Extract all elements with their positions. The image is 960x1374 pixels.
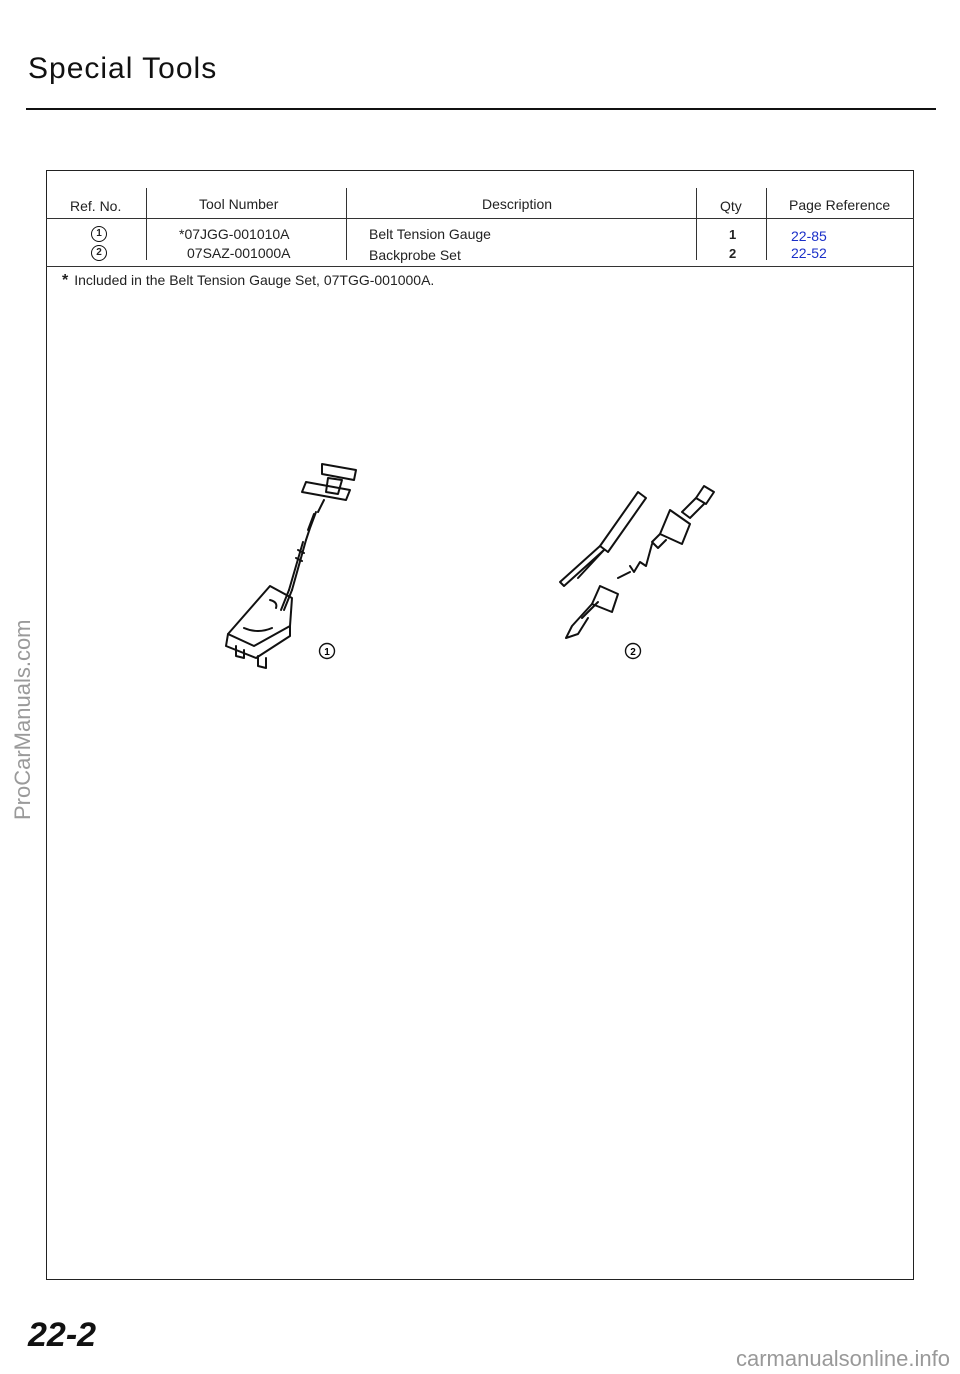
backprobe-set-icon [548, 478, 728, 648]
footnote-marker: * [62, 272, 69, 289]
description: Backprobe Set [369, 247, 461, 263]
quantity: 2 [729, 246, 737, 261]
page-reference-link[interactable]: 22-52 [791, 245, 827, 261]
callout-2 [624, 642, 642, 660]
belt-tension-gauge-icon [210, 450, 380, 680]
page-title: Special Tools [28, 52, 218, 85]
footnote-text: Included in the Belt Tension Gauge Set, 07TGG-001000A. [74, 272, 435, 288]
callout-1 [318, 642, 336, 660]
quantity: 1 [729, 227, 737, 242]
callout-number: 2 [630, 647, 636, 658]
watermark-text: ProCarManuals.com [10, 619, 35, 820]
table-row [46, 226, 914, 246]
content-frame [46, 170, 914, 1280]
header-qty: Qty [720, 198, 742, 214]
page-number: 22-2 [28, 1316, 97, 1354]
header-ref-no: Ref. No. [70, 198, 122, 214]
tool-number: 07SAZ-001000A [187, 245, 291, 261]
footer-site-text: carmanualsonline.info [735, 1346, 950, 1371]
title-divider [26, 108, 936, 110]
tool-number: *07JGG-001010A [179, 226, 290, 242]
header-description: Description [482, 196, 553, 212]
table-bottom-divider [46, 266, 914, 267]
header-divider [46, 218, 914, 219]
header-tool-number: Tool Number [199, 196, 279, 212]
header-page-reference: Page Reference [789, 197, 891, 213]
footnote [62, 272, 434, 290]
description: Belt Tension Gauge [369, 226, 491, 242]
page-reference-link[interactable]: 22-85 [791, 228, 827, 244]
callout-number: 1 [324, 647, 330, 658]
table-row [46, 245, 914, 265]
ref-number: 2 [91, 245, 107, 261]
ref-number: 1 [91, 226, 107, 242]
